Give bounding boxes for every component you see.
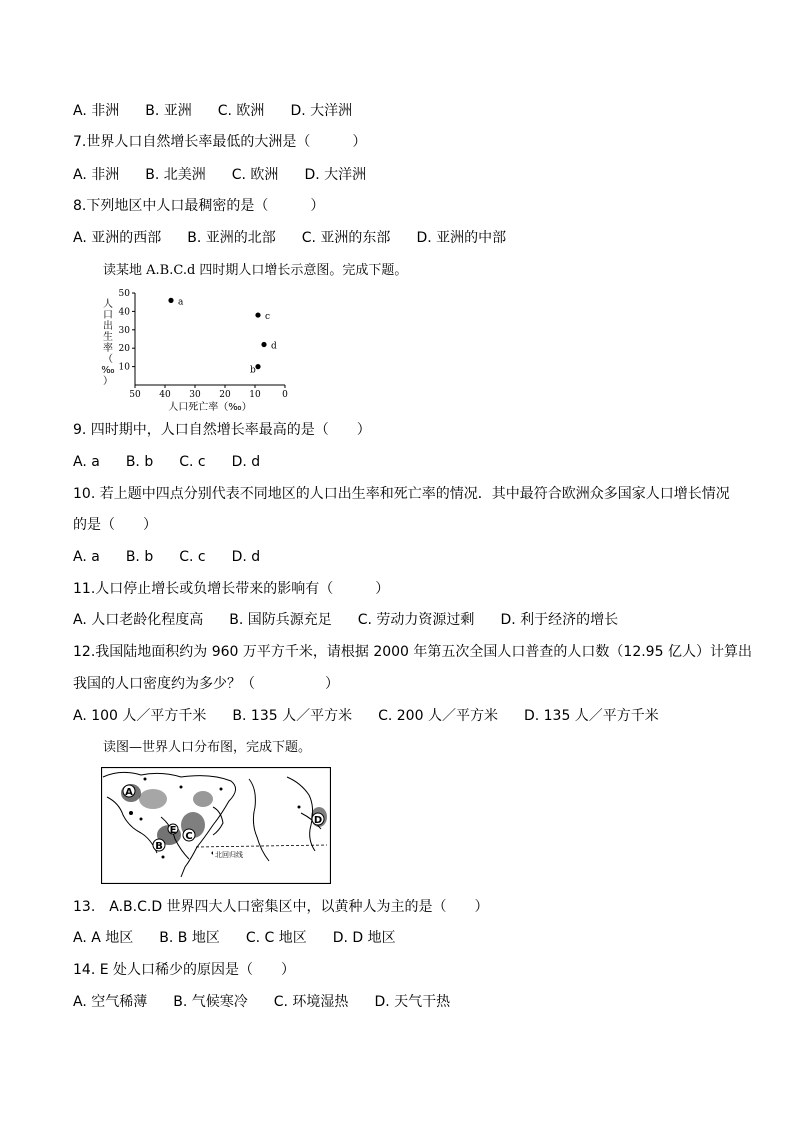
question-12-line1: 12.我国陆地面积约为 960 万平方千米，请根据 2000 年第五次全国人口普查的人口数（12.95 亿人）计算出 [73,644,752,660]
option-b[interactable]: B. 亚洲 [145,103,192,119]
question-13: 13. A.B.C.D 世界四大人口密集区中，以黄种人为主的是（ ） [73,899,489,915]
question-10-line1: 10. 若上题中四点分别代表不同地区的人口出生率和死亡率的情况．其中最符合欧洲众多国家人口增长情况 [73,486,730,502]
y-tick-label: 50 [118,289,130,299]
q8-options [73,229,532,247]
option-a[interactable]: A. A 地区 [73,930,134,946]
x-tick-label: 0 [282,390,288,400]
y-axis-label-char: ） [103,376,113,387]
region-label-b: B [155,841,163,852]
y-axis-label-char: （ [103,354,113,365]
option-c[interactable]: C. 环境湿热 [273,994,349,1010]
option-a[interactable]: A. 空气稀薄 [73,994,148,1010]
option-a[interactable]: A. 亚洲的西部 [73,230,162,246]
option-d[interactable]: D. d [231,549,261,565]
data-point-c [255,312,260,317]
option-b[interactable]: B. 135 人／平方米 [232,708,353,724]
region-label-e: E [169,825,177,836]
q7-options [73,166,392,184]
region-label-a: A [125,787,133,798]
y-axis-label-char: ‰ [101,365,115,376]
option-d[interactable]: D. 亚洲的中部 [416,230,507,246]
option-c[interactable]: C. 劳动力资源过剩 [357,612,475,628]
x-tick-label: 40 [159,390,171,400]
x-tick-label: 20 [219,390,231,400]
q14-options [73,993,476,1011]
q13-options [73,929,422,947]
y-axis-label-char: 率 [103,343,113,354]
option-a[interactable]: A. a [73,454,100,470]
x-axis-label: 人口死亡率（‰） [168,402,252,413]
option-b[interactable]: B. b [125,454,154,470]
data-point-label-d: d [271,341,277,352]
option-d[interactable]: D. 天气干热 [374,994,451,1010]
option-c[interactable]: C. c [179,454,206,470]
option-a[interactable]: A. 100 人／平方千米 [73,708,207,724]
option-b[interactable]: B. 国防兵源充足 [229,612,332,628]
option-a[interactable]: A. a [73,549,100,565]
data-point-d [261,342,266,347]
y-axis-label [101,297,114,387]
option-b[interactable]: B. b [125,549,154,565]
option-a[interactable]: A. 人口老龄化程度高 [73,612,204,628]
option-c[interactable]: C. c [179,549,206,565]
option-b[interactable]: B. 亚洲的北部 [187,230,276,246]
option-d[interactable]: D. d [231,454,261,470]
option-a[interactable]: A. 非洲 [73,103,120,119]
question-10-line2: 的是（ ） [73,517,157,533]
chart-points [168,297,277,375]
y-tick-label: 30 [118,325,130,336]
option-b[interactable]: B. 北美洲 [145,167,206,183]
q11-options [73,611,644,629]
x-tick-label: 30 [189,390,201,400]
question-9: 9. 四时期中，人口自然增长率最高的是（ ） [73,422,371,438]
q10-options [73,548,286,566]
map-frame [102,768,331,884]
option-b[interactable]: B. B 地区 [159,930,220,946]
option-c[interactable]: C. 200 人／平方米 [378,708,498,724]
option-c[interactable]: C. 欧洲 [231,167,279,183]
data-point-a [168,298,173,303]
question-11: 11.人口停止增长或负增长带来的影响有（ ） [73,581,390,597]
chart-intro: 读某地 A.B.C.d 四时期人口增长示意图。完成下题。 [103,263,408,278]
region-label-d: D [313,815,323,826]
q9-options [73,453,286,471]
question-8: 8.下列地区中人口最稠密的是（ ） [73,198,325,214]
option-c[interactable]: C. 亚洲的东部 [301,230,391,246]
data-point-b [255,364,260,369]
option-d[interactable]: D. 大洋洲 [290,103,353,119]
population-scatter-chart [100,285,300,415]
world-population-map [101,767,331,884]
y-axis-label-char: 生 [103,332,113,343]
y-tick-label: 40 [118,307,130,318]
data-point-label-a: a [178,297,184,308]
y-axis-label-char: 出 [103,321,113,332]
option-d[interactable]: D. 利于经济的增长 [500,612,619,628]
q12-options [73,707,685,725]
y-tick-label: 20 [118,344,130,355]
option-c[interactable]: C. C 地区 [245,930,307,946]
x-tick-label: 50 [129,390,141,400]
option-d[interactable]: D. D 地区 [332,930,396,946]
x-tick-label: 10 [249,390,261,400]
option-b[interactable]: B. 气候寒冷 [173,994,248,1010]
tropic-label: 北回归线 [215,851,243,859]
data-point-label-c: c [265,312,271,323]
option-d[interactable]: D. 大洋洲 [304,167,367,183]
map-intro: 读图—世界人口分布图，完成下题。 [103,740,312,755]
chart-axes [101,289,288,413]
option-d[interactable]: D. 135 人／平方千米 [523,708,659,724]
region-label-c: C [185,831,193,842]
y-tick-label: 10 [118,362,130,373]
question-12-line2: 我国的人口密度约为多少？（ ） [73,676,339,692]
option-a[interactable]: A. 非洲 [73,167,120,183]
option-c[interactable]: C. 欧洲 [217,103,265,119]
question-7: 7.世界人口自然增长率最低的大洲是（ ） [73,134,367,150]
y-axis-label-char: 口 [103,310,113,321]
data-point-label-b: b [250,365,256,376]
q6-options [73,102,378,120]
y-axis-label-char: 人 [103,299,113,310]
question-14: 14. E 处人口稀少的原因是（ ） [73,962,296,978]
